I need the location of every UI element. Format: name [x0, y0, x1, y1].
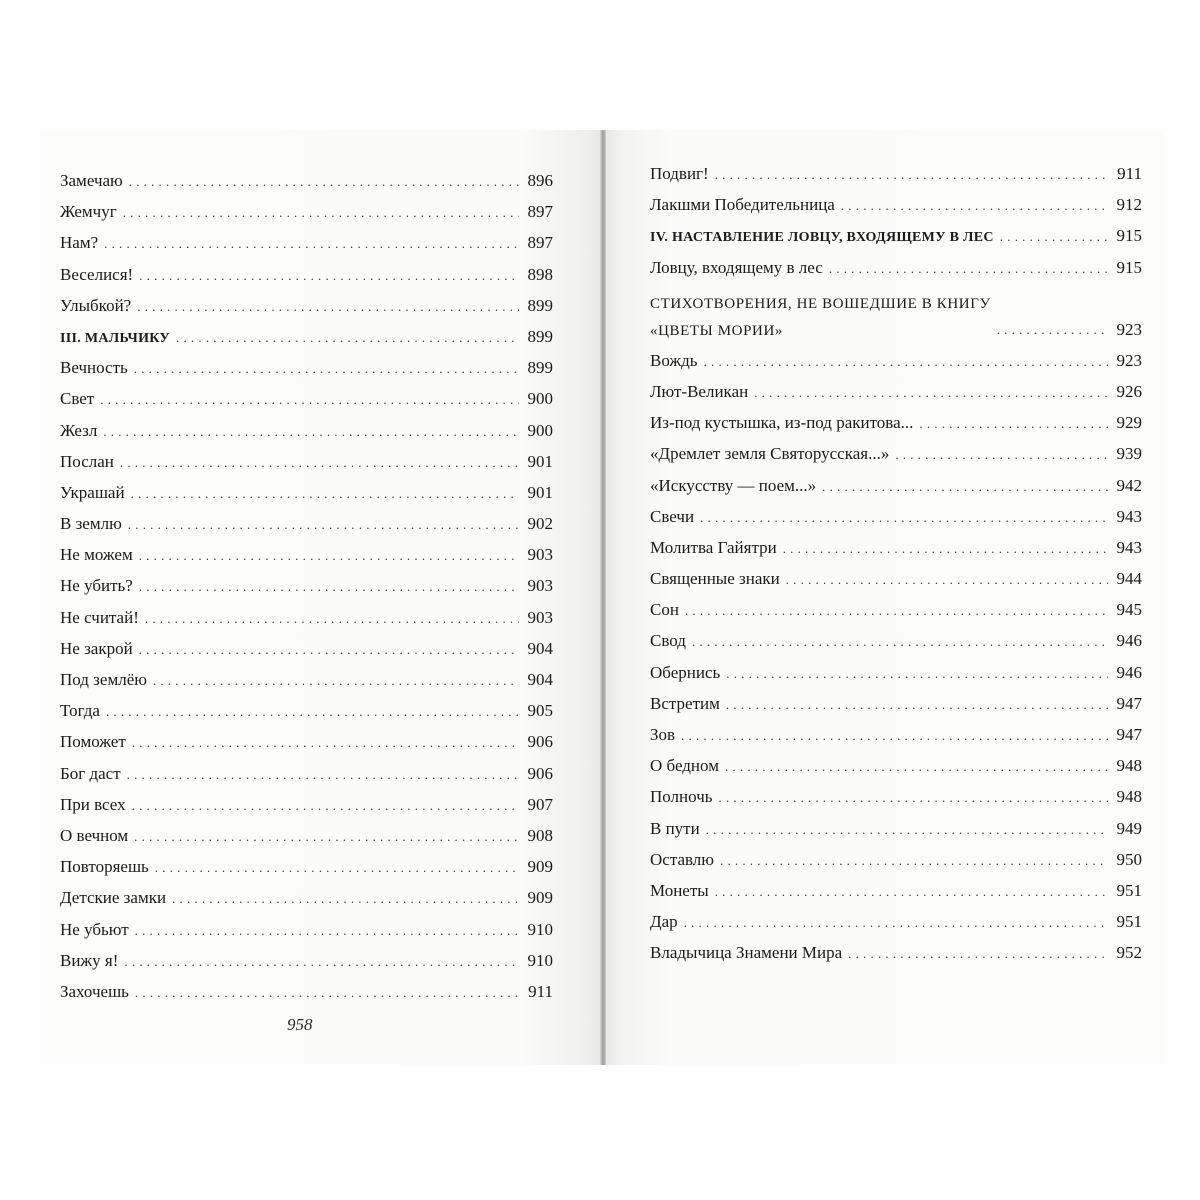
- entry-page: 897: [527, 233, 553, 253]
- entry-title: Жезл: [60, 420, 98, 440]
- entry-page: 900: [527, 420, 553, 440]
- entry-title: Дар: [650, 912, 678, 932]
- entry-title: Вечность: [60, 358, 128, 378]
- toc-entry: [60, 633, 553, 664]
- toc-entry: [60, 227, 553, 258]
- left-toc-list: [60, 165, 553, 1007]
- toc-entry: [650, 532, 1142, 563]
- toc-entry: [60, 352, 553, 383]
- entry-title: Молитва Гайятри: [650, 537, 777, 557]
- entry-page: 912: [1116, 195, 1142, 215]
- entry-title: Не считай!: [60, 607, 139, 627]
- dot-leader: [123, 197, 519, 228]
- entry-title: Монеты: [650, 880, 709, 900]
- toc-entry: [60, 570, 553, 601]
- entry-title: Свод: [650, 631, 686, 651]
- entry-title: Поможет: [60, 732, 126, 752]
- dot-leader: [172, 883, 519, 914]
- entry-title: Послан: [60, 451, 114, 471]
- entry-title: Владычица Знамени Мира: [650, 943, 843, 963]
- entry-title: О вечном: [60, 825, 129, 845]
- entry-page: 948: [1116, 756, 1142, 776]
- toc-entry: [60, 726, 553, 757]
- entry-title: Под землёю: [60, 670, 147, 689]
- entry-page: 946: [1116, 631, 1142, 651]
- dot-leader: [754, 377, 1108, 408]
- dot-leader: [725, 751, 1108, 782]
- dot-leader: [720, 845, 1108, 876]
- dot-leader: [139, 571, 519, 602]
- entry-page: 905: [527, 701, 553, 721]
- entry-page: 951: [1116, 912, 1142, 932]
- dot-leader: [715, 159, 1108, 190]
- toc-entry: [650, 813, 1142, 844]
- right-toc-list: [650, 158, 1142, 969]
- entry-title: «Дремлет земля Святорусская...»: [650, 444, 890, 464]
- entry-page: 911: [1117, 164, 1142, 183]
- toc-entry: [60, 882, 553, 913]
- entry-title: При всех: [60, 794, 126, 814]
- entry-title: Захочешь: [60, 981, 129, 1001]
- entry-title: Улыбкой?: [60, 295, 132, 315]
- entry-page: 950: [1116, 849, 1142, 869]
- dot-leader: [153, 665, 519, 696]
- entry-title: Полночь: [650, 787, 713, 807]
- section-title: [650, 291, 991, 345]
- toc-entry: [60, 196, 553, 227]
- toc-entry: [60, 446, 553, 477]
- entry-title: Лют-Великан: [650, 381, 749, 401]
- toc-entry: [60, 602, 553, 633]
- dot-leader: [692, 626, 1108, 657]
- dot-leader: [135, 915, 519, 946]
- entry-page: 923: [1116, 319, 1142, 339]
- entry-title: Не убьют: [60, 919, 129, 939]
- entry-page: 947: [1116, 725, 1142, 744]
- dot-leader: [106, 696, 519, 727]
- dot-leader: [685, 595, 1108, 626]
- dot-leader: [706, 814, 1108, 845]
- entry-page: 901: [527, 451, 553, 471]
- entry-title: Оставлю: [650, 849, 714, 869]
- entry-page: 904: [527, 638, 553, 658]
- entry-page: 906: [527, 732, 553, 752]
- entry-title: Тогда: [60, 701, 100, 721]
- dot-leader: [726, 689, 1108, 720]
- toc-entry: [60, 383, 553, 414]
- entry-title: Зов: [650, 725, 676, 744]
- entry-title: В пути: [650, 818, 700, 838]
- dot-leader: [132, 790, 519, 821]
- entry-page: 903: [527, 545, 553, 565]
- entry-page: 903: [527, 576, 553, 596]
- toc-entry: [650, 345, 1142, 376]
- entry-page: 910: [527, 919, 553, 939]
- entry-page: 899: [527, 295, 553, 315]
- entry-title: Детские замки: [60, 888, 167, 908]
- dot-leader: [700, 502, 1108, 533]
- entry-page: 943: [1116, 506, 1142, 526]
- entry-page: 951: [1116, 880, 1142, 900]
- dot-leader: [848, 938, 1108, 969]
- toc-entry: [60, 477, 553, 508]
- dot-leader: [726, 658, 1108, 689]
- toc-entry: [60, 945, 553, 976]
- entry-title: Украшай: [60, 482, 125, 502]
- entry-page: 902: [527, 514, 553, 534]
- entry-page: 911: [528, 981, 553, 1001]
- toc-entry: [650, 252, 1142, 283]
- entry-title: Подвиг!: [650, 164, 709, 183]
- dot-leader: [145, 603, 519, 634]
- entry-title: Веселися!: [60, 264, 134, 284]
- dot-leader: [919, 408, 1108, 439]
- dot-leader: [139, 634, 519, 665]
- entry-page: 906: [527, 763, 553, 783]
- entry-title: Не убить?: [60, 576, 133, 596]
- entry-title: Из-под кустышка, из-под ракитова...: [650, 413, 914, 433]
- entry-page: 946: [1116, 662, 1142, 682]
- dot-leader: [704, 346, 1108, 377]
- dot-leader: [139, 260, 519, 291]
- dot-leader: [786, 564, 1108, 595]
- entry-page: 944: [1116, 569, 1142, 589]
- entry-title: Бог даст: [60, 763, 121, 783]
- toc-entry: [650, 937, 1142, 968]
- toc-entry: [650, 781, 1142, 812]
- entry-page: 952: [1116, 943, 1142, 963]
- entry-title: Обернись: [650, 662, 721, 682]
- entry-title: Священные знаки: [650, 569, 780, 589]
- entry-title: Лакшми Победительница: [650, 195, 835, 215]
- section-title-line-2: «ЦВЕТЫ МОРИИ»: [650, 322, 783, 339]
- entry-page: 910: [527, 950, 553, 970]
- toc-entry: [650, 470, 1142, 501]
- entry-title: Сон: [650, 600, 679, 620]
- entry-title: «Искусству — поем...»: [650, 475, 817, 495]
- page-number: 958: [287, 1015, 313, 1034]
- entry-page: 909: [527, 888, 553, 908]
- entry-page: 929: [1116, 413, 1142, 433]
- dot-leader: [783, 533, 1108, 564]
- section-title-line-1: СТИХОТВОРЕНИЯ, НЕ ВОШЕДШИЕ В КНИГУ: [650, 295, 991, 312]
- entry-title: В землю: [60, 514, 122, 534]
- toc-entry: [60, 758, 553, 789]
- dot-leader: [103, 416, 519, 447]
- entry-page: 896: [527, 171, 553, 190]
- toc-entry: [650, 844, 1142, 875]
- entry-page: 900: [527, 389, 553, 409]
- dot-leader: [822, 471, 1108, 502]
- toc-entry: [650, 719, 1142, 750]
- entry-page: 897: [527, 202, 553, 222]
- entry-title: Свечи: [650, 506, 695, 526]
- entry-page: 908: [527, 825, 553, 845]
- entry-page: 909: [527, 857, 553, 877]
- toc-entry: [650, 438, 1142, 469]
- entry-page: 945: [1116, 600, 1142, 620]
- entry-title: Вижу я!: [60, 950, 119, 970]
- dot-leader: [124, 946, 519, 977]
- dot-leader: [131, 478, 519, 509]
- entry-page: 899: [527, 358, 553, 378]
- dot-leader: [135, 977, 519, 1008]
- toc-entry: [60, 415, 553, 446]
- dot-leader: [684, 907, 1108, 938]
- entry-title: Свет: [60, 389, 95, 409]
- dot-leader: [128, 509, 519, 540]
- toc-entry: [650, 189, 1142, 220]
- toc-entry: [60, 664, 553, 695]
- dot-leader: [719, 782, 1109, 813]
- entry-page: 948: [1116, 787, 1142, 807]
- entry-page: 923: [1116, 350, 1142, 370]
- dot-leader: [997, 314, 1108, 345]
- toc-entry: [60, 290, 553, 321]
- section-title: IV. НАСТАВЛЕНИЕ ЛОВЦУ, ВХОДЯЩЕМУ В ЛЕС: [650, 230, 994, 246]
- entry-page: 942: [1116, 475, 1142, 495]
- section-title: III. МАЛЬЧИКУ: [60, 330, 171, 346]
- entry-page: 939: [1116, 444, 1142, 464]
- dot-leader: [104, 228, 519, 259]
- entry-page: 947: [1116, 693, 1142, 713]
- dot-leader: [129, 166, 519, 197]
- toc-entry: [60, 508, 553, 539]
- toc-entry: [60, 539, 553, 570]
- toc-entry: [60, 789, 553, 820]
- entry-page: 915: [1116, 257, 1142, 277]
- entry-page: 907: [527, 794, 553, 814]
- toc-entry: [650, 563, 1142, 594]
- dot-leader: [681, 720, 1108, 751]
- toc-entry: [650, 906, 1142, 937]
- entry-title: Вождь: [650, 350, 698, 370]
- dot-leader: [829, 253, 1108, 284]
- dot-leader: [176, 322, 519, 353]
- entry-page: 901: [527, 482, 553, 502]
- entry-page: 943: [1116, 537, 1142, 557]
- dot-leader: [715, 876, 1108, 907]
- entry-title: О бедном: [650, 756, 719, 776]
- entry-page: 915: [1116, 226, 1142, 246]
- dot-leader: [134, 353, 519, 384]
- toc-entry: [650, 750, 1142, 781]
- dot-leader: [895, 439, 1108, 470]
- book-gutter: [600, 130, 606, 1065]
- toc-entry: [650, 158, 1142, 189]
- entry-page: 899: [527, 326, 553, 346]
- dot-leader: [1000, 221, 1108, 252]
- toc-entry: [60, 914, 553, 945]
- entry-title: Не закрой: [60, 638, 133, 658]
- dot-leader: [134, 821, 519, 852]
- toc-entry: [60, 695, 553, 726]
- toc-section-heading: [650, 283, 1142, 345]
- entry-title: Встретим: [650, 693, 720, 713]
- entry-title: Жемчуг: [60, 202, 117, 222]
- entry-page: 903: [527, 607, 553, 627]
- toc-entry: [650, 594, 1142, 625]
- dot-leader: [155, 852, 519, 883]
- toc-entry: [650, 688, 1142, 719]
- toc-entry: [60, 165, 553, 196]
- toc-entry: [650, 657, 1142, 688]
- entry-title: Повторяешь: [60, 857, 149, 877]
- dot-leader: [120, 447, 519, 478]
- dot-leader: [100, 384, 519, 415]
- toc-entry: [650, 407, 1142, 438]
- toc-entry: [60, 259, 553, 290]
- entry-page: 898: [527, 264, 553, 284]
- dot-leader: [132, 727, 519, 758]
- entry-page: 904: [527, 670, 553, 689]
- toc-section-heading: [650, 220, 1142, 251]
- dot-leader: [127, 759, 519, 790]
- toc-entry: [650, 376, 1142, 407]
- toc-entry: [60, 820, 553, 851]
- dot-leader: [139, 540, 519, 571]
- toc-entry: [650, 875, 1142, 906]
- entry-page: 926: [1116, 381, 1142, 401]
- entry-title: Нам?: [60, 233, 99, 253]
- toc-entry: [60, 851, 553, 882]
- dot-leader: [137, 291, 519, 322]
- toc-entry: [650, 625, 1142, 656]
- toc-section-heading: [60, 321, 553, 352]
- toc-entry: [650, 501, 1142, 532]
- entry-title: Ловцу, входящему в лес: [650, 257, 823, 277]
- entry-page: 949: [1116, 818, 1142, 838]
- entry-title: Замечаю: [60, 171, 123, 190]
- dot-leader: [841, 190, 1108, 221]
- toc-entry: [60, 976, 553, 1007]
- entry-title: Не можем: [60, 545, 133, 565]
